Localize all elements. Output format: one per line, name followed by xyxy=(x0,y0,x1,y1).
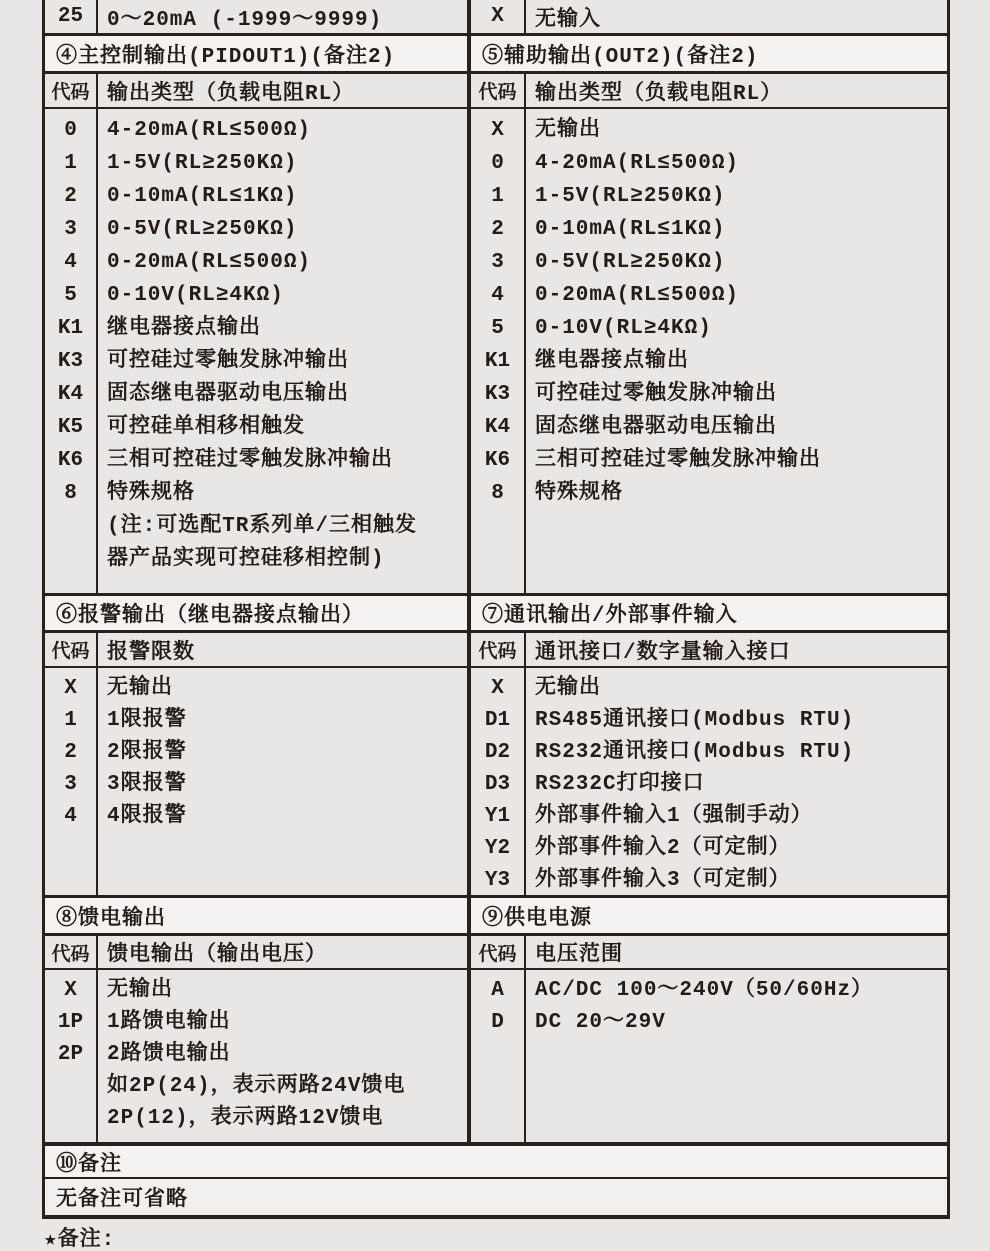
desc-line: RS232通讯接口(Modbus RTU) xyxy=(535,741,855,764)
section-4-data xyxy=(45,109,471,593)
desc-cell: 0～20mA (-1999～9999) xyxy=(107,8,383,32)
desc-column xyxy=(526,109,947,593)
code-line: K4 xyxy=(57,383,84,406)
section-5-data xyxy=(471,109,947,593)
desc-line: 器产品实现可控硅移相控制) xyxy=(107,548,385,571)
remark-footnote: ★备注: xyxy=(44,1229,116,1251)
input-type-last-row xyxy=(45,0,947,36)
code-line: D1 xyxy=(484,709,511,732)
desc-line: 0-20mA(RL≤500Ω) xyxy=(107,251,312,274)
section-6-7-header-row xyxy=(45,596,947,633)
code-line: D2 xyxy=(484,741,511,764)
desc-line: 外部事件输入1（强制手动） xyxy=(535,805,813,828)
code-column-header: 代码 xyxy=(45,633,98,666)
desc-line: 4限报警 xyxy=(107,805,187,828)
desc-line: 固态继电器驱动电压输出 xyxy=(107,383,349,406)
section-6-title: ⑥报警输出（继电器接点输出） xyxy=(45,596,471,630)
desc-line: AC/DC 100～240V（50/60Hz） xyxy=(535,979,874,1002)
desc-line: 可控硅过零触发脉冲输出 xyxy=(107,350,349,373)
code-line: K6 xyxy=(484,449,511,472)
code-column xyxy=(45,668,98,895)
code-line: X xyxy=(491,677,504,700)
code-column xyxy=(471,668,526,895)
section-8-data xyxy=(45,970,471,1142)
section-10-title: ⑩备注 xyxy=(56,1153,122,1177)
desc-line: 0-10V(RL≥4KΩ) xyxy=(107,284,284,307)
section-8-9-column-header-row xyxy=(45,936,947,970)
code-column-header: 代码 xyxy=(471,936,526,968)
code-line: K1 xyxy=(484,350,511,373)
code-line: Y3 xyxy=(484,869,511,892)
section-9-column-headers xyxy=(471,936,947,968)
desc-column-header: 电压范围 xyxy=(535,944,623,967)
code-line: X xyxy=(64,677,77,700)
desc-line: 特殊规格 xyxy=(107,482,195,505)
desc-line: 4-20mA(RL≤500Ω) xyxy=(535,152,740,175)
code-line: 4 xyxy=(491,284,504,307)
code-column-header: 代码 xyxy=(471,633,526,666)
desc-line: 三相可控硅过零触发脉冲输出 xyxy=(107,449,393,472)
desc-line: 0-20mA(RL≤500Ω) xyxy=(535,284,740,307)
code-line: 4 xyxy=(64,805,77,828)
desc-line: DC 20～29V xyxy=(535,1011,666,1034)
code-line: D xyxy=(491,1011,504,1034)
code-line: K1 xyxy=(57,317,84,340)
code-line xyxy=(45,510,96,543)
desc-line: 0-10V(RL≥4KΩ) xyxy=(535,317,712,340)
code-column xyxy=(45,109,98,593)
desc-line: 2P(12)，表示两路12V馈电 xyxy=(107,1107,384,1130)
code-line: 3 xyxy=(64,773,77,796)
desc-line: 0-10mA(RL≤1KΩ) xyxy=(535,218,726,241)
section-6-7-data-block xyxy=(45,668,947,898)
code-line: D3 xyxy=(484,773,511,796)
code-line: 4 xyxy=(64,251,77,274)
desc-line: 0-10mA(RL≤1KΩ) xyxy=(107,185,298,208)
desc-line: 外部事件输入2（可定制） xyxy=(535,837,791,860)
code-line: 2 xyxy=(64,185,77,208)
section-4-title: ④主控制输出(PIDOUT1)(备注2) xyxy=(45,36,471,71)
section-4-column-headers xyxy=(45,74,471,107)
code-cell: X xyxy=(471,0,526,33)
desc-line: 如2P(24)，表示两路24V馈电 xyxy=(107,1075,406,1098)
section-4-5-data-block xyxy=(45,109,947,596)
desc-column-header: 馈电输出（输出电压） xyxy=(107,944,327,967)
desc-column-header: 输出类型（负载电阻RL） xyxy=(107,82,355,106)
desc-line: 继电器接点输出 xyxy=(107,317,261,340)
desc-line: 1-5V(RL≥250KΩ) xyxy=(107,152,298,175)
code-line: Y2 xyxy=(484,837,511,860)
code-column xyxy=(471,970,526,1142)
code-line: K6 xyxy=(57,449,84,472)
code-line: A xyxy=(491,979,504,1002)
section-5-column-headers xyxy=(471,74,947,107)
desc-line: 2限报警 xyxy=(107,741,187,764)
code-line: K5 xyxy=(57,416,84,439)
code-column-header: 代码 xyxy=(45,74,98,107)
code-line: 2P xyxy=(57,1043,84,1066)
section-4-5-column-header-row xyxy=(45,74,947,109)
code-line xyxy=(45,543,96,576)
code-line xyxy=(45,1071,96,1103)
section-4-5-header-row xyxy=(45,36,947,74)
desc-line: 无输出 xyxy=(535,677,601,700)
code-line xyxy=(45,1103,96,1135)
section-8-column-headers xyxy=(45,936,471,968)
section-9-title: ⑨供电电源 xyxy=(482,907,592,931)
model-selection-table xyxy=(42,0,950,1219)
code-line: K3 xyxy=(484,383,511,406)
section-7-column-headers xyxy=(471,633,947,666)
desc-line: 0-5V(RL≥250KΩ) xyxy=(535,251,726,274)
section-7-title: ⑦通讯输出/外部事件输入 xyxy=(482,605,738,628)
code-line: 8 xyxy=(491,482,504,505)
desc-line: 2路馈电输出 xyxy=(107,1043,231,1066)
code-line: 3 xyxy=(64,218,77,241)
desc-line: 1限报警 xyxy=(107,709,187,732)
desc-line: 可控硅单相移相触发 xyxy=(107,416,305,439)
desc-column-header: 报警限数 xyxy=(107,641,195,665)
code-cell: 25 xyxy=(45,0,98,33)
desc-line: (注:可选配TR系列单/三相触发 xyxy=(107,515,418,538)
code-line: 0 xyxy=(491,152,504,175)
desc-line: 1-5V(RL≥250KΩ) xyxy=(535,185,726,208)
code-line: 5 xyxy=(64,284,77,307)
section-8-9-data-block xyxy=(45,970,947,1146)
input-type-right-cell xyxy=(471,0,947,33)
desc-column xyxy=(98,970,467,1142)
code-line: 2 xyxy=(64,741,77,764)
section-9-data xyxy=(471,970,947,1142)
desc-line: 无输出 xyxy=(535,119,601,142)
section-10-note: 无备注可省略 xyxy=(56,1189,188,1212)
code-line: 8 xyxy=(64,482,77,505)
section-6-column-headers xyxy=(45,633,471,666)
section-8-9-header-row xyxy=(45,898,947,936)
code-column xyxy=(471,109,526,593)
code-line: 3 xyxy=(491,251,504,274)
desc-line: 外部事件输入3（可定制） xyxy=(535,869,791,892)
code-line: X xyxy=(491,119,504,142)
code-line: 2 xyxy=(491,218,504,241)
desc-line: 可控硅过零触发脉冲输出 xyxy=(535,383,777,406)
desc-line: RS232C打印接口 xyxy=(535,773,705,796)
code-line: K4 xyxy=(484,416,511,439)
desc-cell: 无输入 xyxy=(535,8,601,32)
code-column xyxy=(45,970,98,1142)
desc-line: 固态继电器驱动电压输出 xyxy=(535,416,777,439)
desc-line: 无输出 xyxy=(107,979,173,1002)
code-line: 1 xyxy=(64,152,77,175)
section-6-7-column-header-row xyxy=(45,633,947,668)
desc-line: 无输出 xyxy=(107,677,173,700)
code-column-header: 代码 xyxy=(471,74,526,107)
code-line: 1 xyxy=(491,185,504,208)
section-5-title: ⑤辅助输出(OUT2)(备注2) xyxy=(482,45,759,69)
desc-line: 继电器接点输出 xyxy=(535,350,689,373)
desc-line: 三相可控硅过零触发脉冲输出 xyxy=(535,449,821,472)
code-line: 1 xyxy=(64,709,77,732)
desc-line: 1路馈电输出 xyxy=(107,1011,231,1034)
desc-line: 4-20mA(RL≤500Ω) xyxy=(107,119,312,142)
desc-line: 特殊规格 xyxy=(535,482,623,505)
desc-line: 3限报警 xyxy=(107,773,187,796)
code-line: 1P xyxy=(57,1011,84,1034)
code-line: 5 xyxy=(491,317,504,340)
desc-column-header: 输出类型（负载电阻RL） xyxy=(535,82,783,106)
desc-column-header: 通讯接口/数字量输入接口 xyxy=(535,641,791,665)
code-line: X xyxy=(64,979,77,1002)
desc-column xyxy=(98,109,467,593)
code-column-header: 代码 xyxy=(45,936,98,968)
section-7-data xyxy=(471,668,947,895)
input-type-left-cell xyxy=(45,0,471,33)
desc-line: 0-5V(RL≥250KΩ) xyxy=(107,218,298,241)
code-line: Y1 xyxy=(484,805,511,828)
desc-column xyxy=(526,668,947,895)
section-6-data xyxy=(45,668,471,895)
section-10-note-row xyxy=(45,1179,947,1215)
section-8-title: ⑧馈电输出 xyxy=(45,898,471,933)
section-10-header-row xyxy=(45,1146,947,1179)
desc-line: RS485通讯接口(Modbus RTU) xyxy=(535,709,855,732)
code-line: 0 xyxy=(64,119,77,142)
code-line: K3 xyxy=(57,350,84,373)
desc-column xyxy=(98,668,467,895)
desc-column xyxy=(526,970,947,1142)
